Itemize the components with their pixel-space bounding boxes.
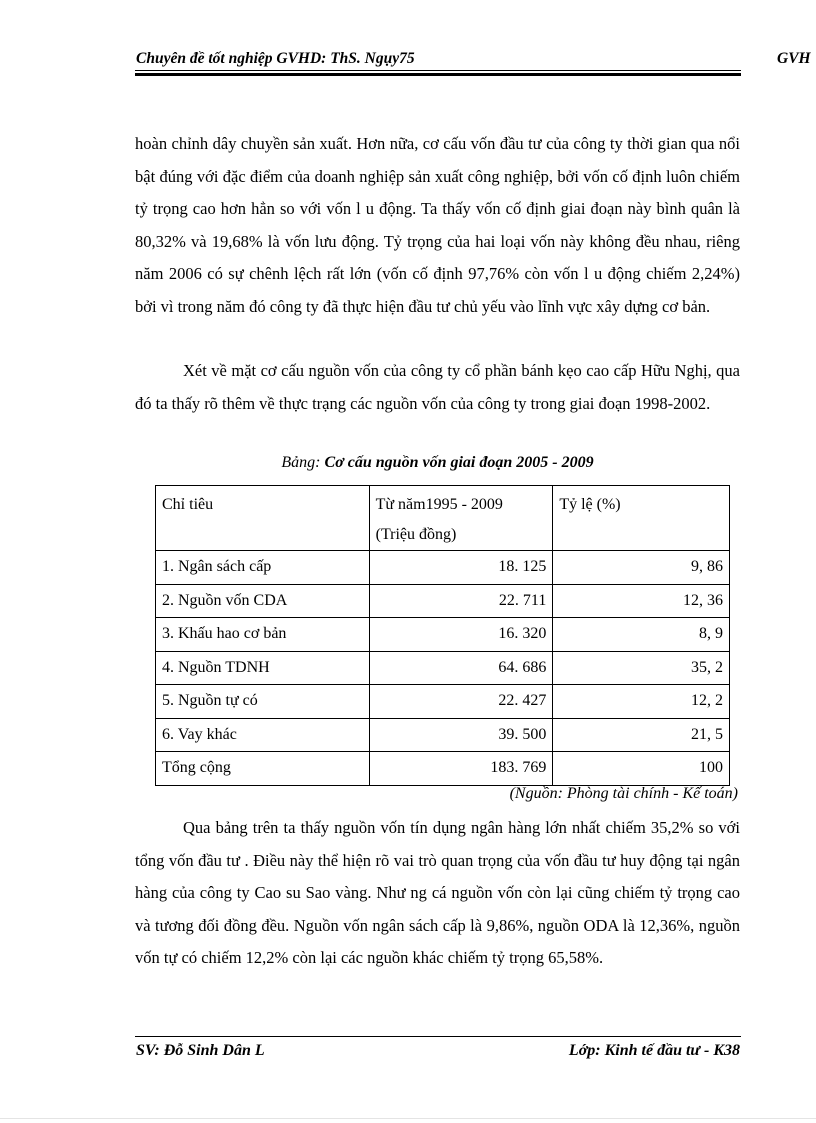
- total-ratio: 100: [553, 752, 730, 786]
- header-amount-period: Từ năm1995 - 2009: [375, 496, 503, 513]
- table-row: [156, 584, 730, 618]
- table-caption: [135, 454, 740, 472]
- table-row: [156, 718, 730, 752]
- footer-student: SV: Đỗ Sinh Dân L: [136, 1042, 265, 1059]
- header-amount: [369, 486, 553, 551]
- header-ratio: Tỷ lệ (%): [553, 486, 730, 551]
- header-indicator: Chỉ tiêu: [156, 486, 370, 551]
- header-title-right: GVH: [777, 50, 811, 67]
- table-total-row: [156, 752, 730, 786]
- row-label: 4. Nguồn TDNH: [156, 651, 370, 685]
- table-source-note: (Nguồn: Phòng tài chính - Kế toán): [509, 785, 738, 802]
- table-row: [156, 618, 730, 652]
- row-ratio: 21, 5: [553, 718, 730, 752]
- capital-source-table: [155, 485, 730, 786]
- footer-class: Lớp: Kinh tế đầu tư - K38: [568, 1042, 740, 1059]
- header-rule-thick: [135, 73, 741, 76]
- paragraph-analysis: Qua bảng trên ta thấy nguồn vốn tín dụng ngân hàng lớn nhất chiếm 35,2% so với tổng vốn đầu tư . Điều này thể hiện rõ vai trò quan trọng của vốn đầu tư huy động tại ngân hàng của công ty Cao su Sao vàng. Như ng cá nguồn vốn còn lại cũng chiếm tỷ trọng cao và tương đối đồng đều. Nguồn vốn ngân sách cấp là 9,86%, nguồn ODA là 12,36%, nguồn vốn tự có chiếm 12,2% còn lại các nguồn khác chiếm tỷ trọng 65,58%.: [135, 818, 740, 967]
- row-ratio: 35, 2: [553, 651, 730, 685]
- header-title: Chuyên đề tốt nghiệp GVHD: ThS. Ngụy75: [136, 50, 415, 67]
- caption-label: Bảng:: [281, 454, 321, 471]
- caption-title: Cơ cấu nguồn vốn giai đoạn 2005 - 2009: [324, 454, 594, 471]
- page-bottom-edge: [0, 1118, 816, 1119]
- row-label: 3. Khấu hao cơ bản: [156, 618, 370, 652]
- row-label: 2. Nguồn vốn CDA: [156, 584, 370, 618]
- row-amount: 16. 320: [369, 618, 553, 652]
- table-row: [156, 651, 730, 685]
- header-amount-unit: (Triệu đồng): [375, 526, 457, 543]
- row-amount: 18. 125: [369, 551, 553, 585]
- paragraph-source-structure: Xét về mặt cơ cấu nguồn vốn của công ty cổ phần bánh kẹo cao cấp Hữu Nghị, qua đó ta thấy rõ thêm về thực trạng các nguồn vốn của công ty trong giai đoạn 1998-2002.: [135, 361, 740, 413]
- paragraph-capital-structure: hoàn chỉnh dây chuyền sản xuất. Hơn nữa, cơ cấu vốn đầu tư của công ty thời gian qua nổi bật đúng với đặc điểm của doanh nghiệp sản xuất công nghiệp, bởi vốn cố định luôn chiếm tỷ trọng cao hơn hẳn so với vốn l u động. Ta thấy vốn cố định giai đoạn này bình quân là 80,32% và 19,68% là vốn lưu động. Tỷ trọng của hai loại vốn này không đều nhau, riêng năm 2006 có sự chênh lệch rất lớn (vốn cố định 97,76% còn vốn l u động chiếm 2,24%) bởi vì trong năm đó công ty đã thực hiện đầu tư chủ yếu vào lĩnh vực xây dựng cơ bản.: [135, 134, 740, 316]
- total-amount: 183. 769: [369, 752, 553, 786]
- footer-rule: [135, 1036, 741, 1037]
- total-label: Tổng cộng: [156, 752, 370, 786]
- row-ratio: 12, 2: [553, 685, 730, 719]
- row-amount: 39. 500: [369, 718, 553, 752]
- row-amount: 22. 711: [369, 584, 553, 618]
- row-label: 6. Vay khác: [156, 718, 370, 752]
- row-amount: 22. 427: [369, 685, 553, 719]
- row-ratio: 9, 86: [553, 551, 730, 585]
- table-row: [156, 685, 730, 719]
- table-row: [156, 551, 730, 585]
- header-rule-thin: [135, 70, 741, 71]
- row-label: 1. Ngân sách cấp: [156, 551, 370, 585]
- row-amount: 64. 686: [369, 651, 553, 685]
- row-ratio: 8, 9: [553, 618, 730, 652]
- row-ratio: 12, 36: [553, 584, 730, 618]
- row-label: 5. Nguồn tự có: [156, 685, 370, 719]
- table-header-row: [156, 486, 730, 551]
